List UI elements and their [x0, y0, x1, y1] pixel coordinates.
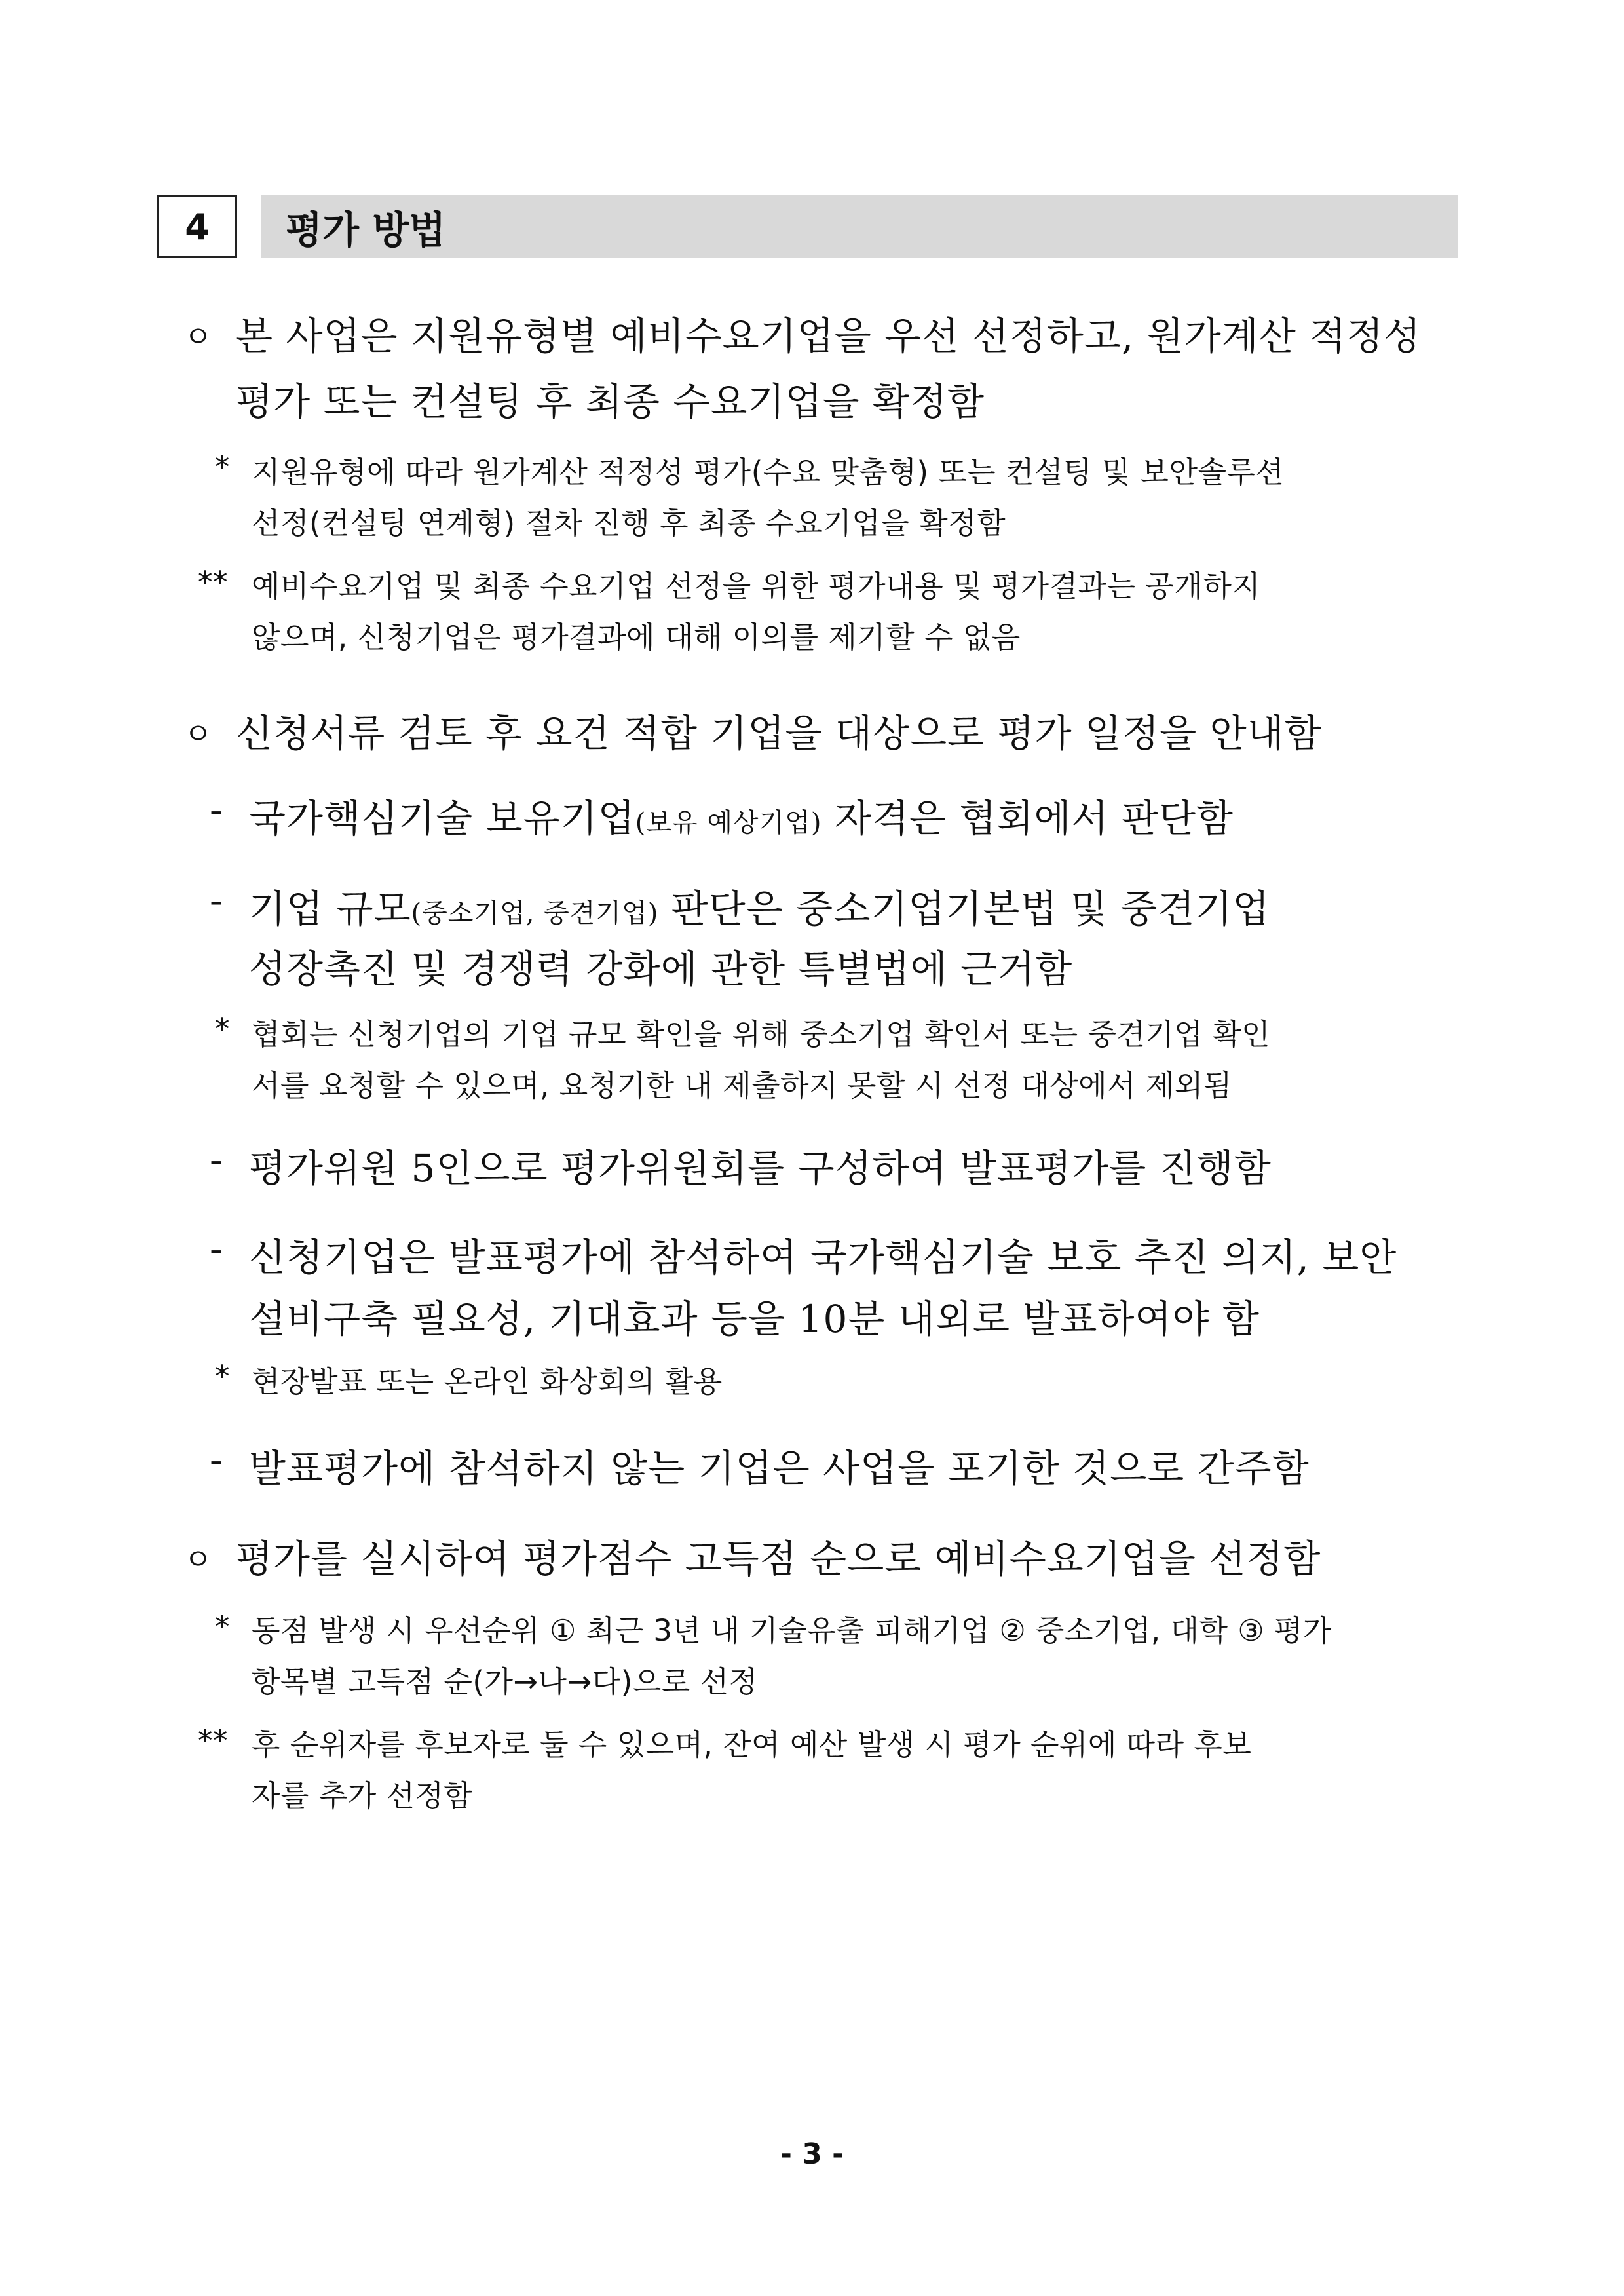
section-title-bar — [261, 195, 1458, 258]
bullet-marker: ㅇ — [183, 716, 213, 752]
note-line: 현장발표 또는 온라인 화상회의 활용 — [252, 1364, 723, 1399]
text-segment: 기업 규모 — [249, 887, 411, 931]
text-segment: 자격은 협회에서 판단함 — [821, 796, 1234, 841]
paragraph-line: 평가위원 5인으로 평가위원회를 구성하여 발표평가를 진행함 — [249, 1146, 1272, 1191]
note-line: 자를 추가 선정함 — [252, 1778, 473, 1813]
note-line: 협회는 신청기업의 기업 규모 확인을 위해 중소기업 확인서 또는 중견기업 확인 — [252, 1017, 1271, 1052]
note-line: 동점 발생 시 우선순위 ① 최근 3년 내 기술유출 피해기업 ② 중소기업, 대학 ③ 평가 — [252, 1613, 1332, 1648]
dash-marker: - — [210, 878, 223, 923]
paragraph-line — [249, 878, 1270, 933]
paragraph-line: 평가 또는 컨설팅 후 최종 수요기업을 확정함 — [236, 379, 985, 424]
dash-marker: - — [210, 1227, 223, 1271]
note-marker: * — [215, 1609, 230, 1644]
note-marker: ** — [198, 1723, 228, 1758]
note-line: 않으며, 신청기업은 평가결과에 대해 이의를 제기할 수 없음 — [252, 620, 1021, 655]
section-number: 4 — [185, 206, 210, 248]
dash-marker: - — [210, 1438, 223, 1482]
note-marker: * — [215, 1359, 230, 1394]
section-number-box — [157, 195, 237, 258]
section-title: 평가 방법 — [286, 208, 446, 252]
paragraph-line: 발표평가에 참석하지 않는 기업은 사업을 포기한 것으로 간주함 — [249, 1446, 1310, 1491]
note-line: 후 순위자를 후보자로 둘 수 있으며, 잔여 예산 발생 시 평가 순위에 따라 후보 — [252, 1727, 1252, 1762]
text-segment-small: (보유 예상기업) — [635, 808, 822, 838]
note-marker: * — [215, 450, 230, 484]
paragraph-line — [249, 788, 1234, 843]
bullet-marker: ㅇ — [183, 319, 213, 354]
note-line: 지원유형에 따라 원가계산 적정성 평가(수요 맞춤형) 또는 컨설팅 및 보안솔루션 — [252, 455, 1285, 489]
note-line: 선정(컨설팅 연계형) 절차 진행 후 최종 수요기업을 확정함 — [252, 506, 1006, 541]
note-marker: * — [215, 1012, 230, 1046]
text-segment-small: (중소기업, 중견기업) — [411, 898, 659, 928]
paragraph-line: 신청기업은 발표평가에 참석하여 국가핵심기술 보호 추진 의지, 보안 — [249, 1235, 1397, 1280]
dash-marker: - — [210, 1138, 223, 1182]
paragraph-line: 본 사업은 지원유형별 예비수요기업을 우선 선정하고, 원가계산 적정성 — [236, 314, 1422, 358]
note-marker: ** — [198, 565, 228, 600]
note-line: 서를 요청할 수 있으며, 요청기한 내 제출하지 못할 시 선정 대상에서 제외됨 — [252, 1068, 1232, 1103]
page-number: - 3 - — [780, 2137, 844, 2171]
note-line: 항목별 고득점 순(가→나→다)으로 선정 — [252, 1664, 758, 1699]
paragraph-line: 성장촉진 및 경쟁력 강화에 관한 특별법에 근거함 — [249, 947, 1073, 991]
paragraph-line: 신청서류 검토 후 요건 적합 기업을 대상으로 평가 일정을 안내함 — [236, 711, 1322, 756]
text-segment: 판단은 중소기업기본법 및 중견기업 — [658, 887, 1270, 931]
text-segment: 국가핵심기술 보유기업 — [249, 796, 635, 841]
paragraph-line: 설비구축 필요성, 기대효과 등을 10분 내외로 발표하여야 함 — [249, 1297, 1260, 1341]
note-line: 예비수요기업 및 최종 수요기업 선정을 위한 평가내용 및 평가결과는 공개하지 — [252, 569, 1261, 603]
bullet-marker: ㅇ — [183, 1542, 213, 1577]
dash-marker: - — [210, 788, 223, 832]
paragraph-line: 평가를 실시하여 평가점수 고득점 순으로 예비수요기업을 선정함 — [236, 1537, 1321, 1581]
